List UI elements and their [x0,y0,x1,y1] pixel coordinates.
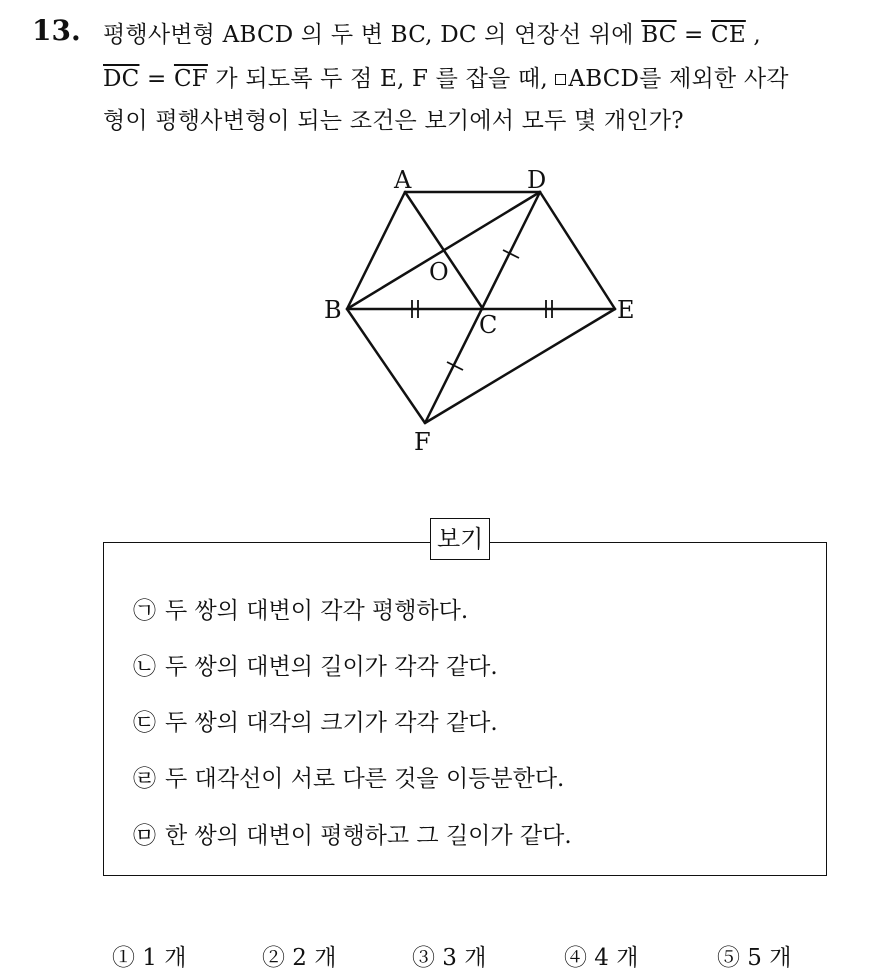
item-text: 두 대각선이 서로 다른 것을 이등분한다. [165,766,565,792]
answer-choice-2[interactable]: ② 2 개 [262,945,337,971]
question-number: 13. [32,14,81,47]
label-f: F [414,428,431,456]
label-d: D [527,166,547,194]
geometry-figure [0,0,884,480]
example-item [133,817,572,850]
segment-de [540,192,615,309]
item-text: 한 쌍의 대변이 평행하고 그 길이가 같다. [165,823,572,849]
question-text: 평행사변형 ABCD 의 두 변 BC, DC 의 연장선 위에 [103,22,642,48]
item-mark: ㉤ [133,823,156,849]
item-mark: ㉢ [133,710,156,736]
example-item [133,760,564,793]
label-o: O [429,258,449,286]
item-mark: ㉠ [133,598,156,624]
example-box-title: 보기 [430,518,490,560]
question-text: , [745,22,761,48]
equals: = [676,22,712,48]
segment-dc: $\overline{DC}$ [103,66,140,92]
answer-choice-5[interactable]: ⑤ 5 개 [717,945,792,971]
item-text: 두 쌍의 대각의 크기가 각각 같다. [165,710,498,736]
item-mark: ㉣ [133,766,156,792]
question-line-3: 형이 평행사변형이 되는 조건은 보기에서 모두 몇 개인가? [103,108,684,134]
answer-choice-4[interactable]: ④ 4 개 [564,945,639,971]
item-text: 두 쌍의 대변의 길이가 각각 같다. [165,654,498,680]
equals: = [139,66,174,92]
label-c: C [479,311,498,339]
example-item [133,592,468,625]
label-e: E [617,296,635,324]
label-a: A [394,166,412,194]
segment-bf [347,309,425,423]
segment-cf: $\overline{CF}$ [173,66,208,92]
label-b: B [324,296,342,324]
example-item [133,704,498,737]
segment-ce: $\overline{CE}$ [711,22,746,48]
answer-choice-1[interactable]: ① 1 개 [112,945,187,971]
answer-choice-3[interactable]: ③ 3 개 [412,945,487,971]
example-item [133,648,498,681]
question-text: 가 되도록 두 점 E, F 를 잡을 때, [207,66,556,92]
question-text: ABCD를 제외한 사각 [568,66,789,92]
item-mark: ㉡ [133,654,156,680]
segment-bc: $\overline{BC}$ [641,22,677,48]
item-text: 두 쌍의 대변이 각각 평행하다. [165,598,469,624]
